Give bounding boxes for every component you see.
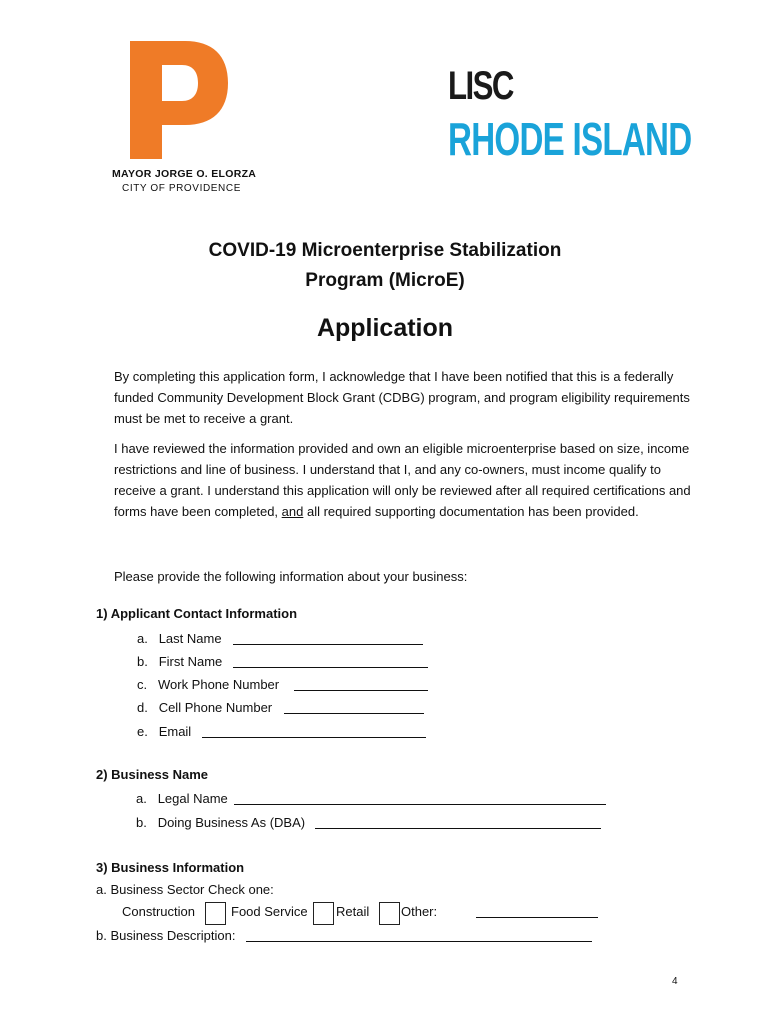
cell-phone-field[interactable] [284, 700, 424, 714]
business-description-field[interactable] [246, 928, 592, 942]
lisc-region: RHODE ISLAND [448, 113, 692, 165]
list-item-legal-name [136, 791, 228, 806]
item-letter: d. [137, 700, 148, 715]
providence-p-mark [130, 41, 230, 161]
dba-field[interactable] [315, 815, 601, 829]
food-service-checkbox[interactable] [313, 902, 334, 925]
business-description-label: b. Business Description: [96, 928, 236, 943]
instruction-paragraph: Please provide the following information about your business: [114, 569, 468, 584]
item-letter: b. [137, 654, 148, 669]
retail-checkbox[interactable] [379, 902, 400, 925]
acknowledgement-paragraph: By completing this application form, I acknowledge that I have been notified that this is a federally funded Community Development Block Grant (CDBG) program, and program eligibility requirements must be met to receive a grant. [114, 369, 690, 426]
legal-name-field[interactable] [234, 791, 606, 805]
certification-text-2: all required supporting documentation has been provided. [303, 504, 639, 519]
list-item-work-phone [137, 677, 279, 692]
first-name-field[interactable] [233, 654, 428, 668]
item-letter: c. [137, 677, 148, 692]
list-item-last-name [137, 631, 222, 646]
lisc-wordmark: LISC [448, 64, 513, 108]
page-number: 4 [672, 976, 678, 987]
city-name: CITY OF PROVIDENCE [122, 183, 241, 194]
item-letter: b. [136, 815, 147, 830]
section-heading-business-info: 3) Business Information [96, 860, 245, 875]
dba-label: Doing Business As (DBA) [157, 815, 306, 830]
other-sector-field[interactable] [476, 904, 598, 918]
option-food-service-label: Food Service [231, 904, 308, 919]
construction-checkbox[interactable] [205, 902, 226, 925]
certification-text-1: I have reviewed the information provided and own an eligible microenterprise based on size, income restrictions and line of business. I understand that I, and any co-owners, must income qualify to receive a grant. I understand this application will only be reviewed after all required certifications and forms have been completed, [114, 441, 691, 519]
section-heading-business-name: 2) Business Name [96, 767, 208, 782]
program-title-line2: Program (MicroE) [305, 270, 465, 291]
lisc-logo [448, 64, 692, 176]
list-item-cell-phone [137, 700, 272, 715]
list-item-first-name [137, 654, 222, 669]
legal-name-label: Legal Name [157, 791, 228, 806]
email-field[interactable] [202, 724, 426, 738]
work-phone-label: Work Phone Number [157, 677, 280, 692]
list-item-dba [136, 815, 305, 830]
business-sector-label: a. Business Sector Check one: [96, 882, 274, 897]
program-title-line1: COVID-19 Microenterprise Stabilization [208, 240, 562, 261]
option-other-label: Other: [401, 904, 438, 919]
work-phone-field[interactable] [294, 677, 428, 691]
certification-paragraph [114, 438, 704, 522]
email-label: Email [158, 724, 192, 739]
item-letter: a. [137, 631, 148, 646]
item-letter: a. [136, 791, 147, 806]
cell-phone-label: Cell Phone Number [158, 700, 273, 715]
mayor-name: MAYOR JORGE O. ELORZA [112, 168, 257, 180]
item-letter: e. [137, 724, 148, 739]
last-name-field[interactable] [233, 631, 423, 645]
page-title: Application [316, 314, 454, 342]
list-item-email [137, 724, 191, 739]
option-construction-label: Construction [122, 904, 195, 919]
certification-emphasis: and [281, 504, 304, 519]
first-name-label: First Name [158, 654, 223, 669]
last-name-label: Last Name [158, 631, 222, 646]
section-heading-contact: 1) Applicant Contact Information [96, 606, 298, 621]
providence-logo [112, 36, 257, 201]
option-retail-label: Retail [336, 904, 370, 919]
